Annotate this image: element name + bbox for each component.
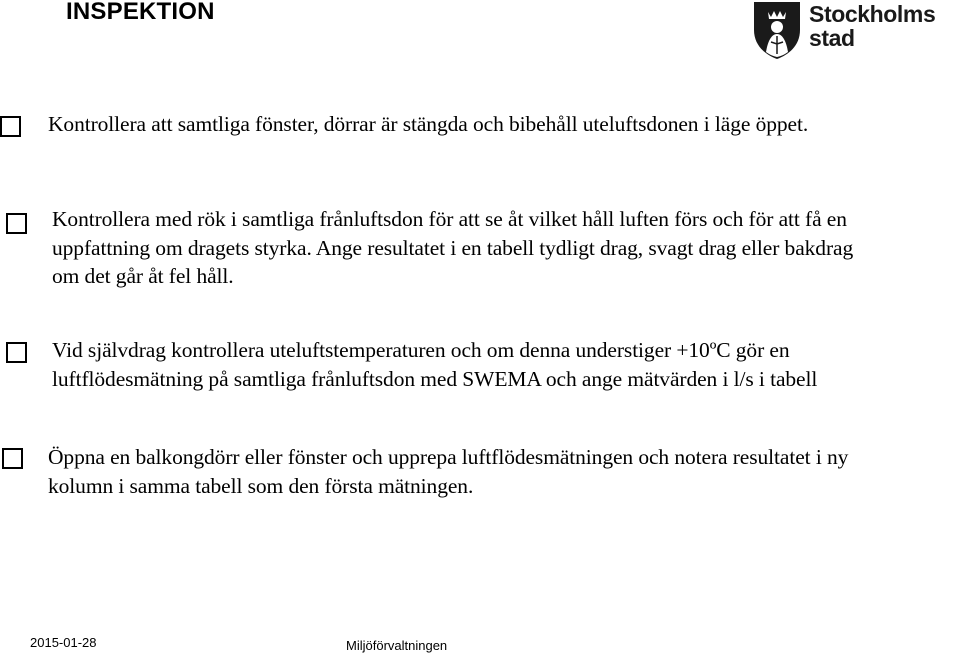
- checkbox[interactable]: [6, 342, 27, 363]
- checklist-item-text: uppfattning om dragets styrka. Ange resultatet i en tabell tydligt drag, svagt drag eller bakdrag: [52, 235, 854, 260]
- checkbox[interactable]: [2, 448, 23, 469]
- checkbox[interactable]: [6, 213, 27, 234]
- checklist-item-text: luftflödesmätning på samtliga frånluftsdon med SWEMA och ange mätvärden i l/s i tabell: [52, 366, 818, 391]
- checklist-item-text: Öppna en balkongdörr eller fönster och upprepa luftflödesmätningen och notera resultatet i ny: [48, 445, 849, 469]
- logo-text-line1: Stockholms: [809, 1, 936, 27]
- checklist-item-text: Kontrollera att samtliga fönster, dörrar är stängda och bibehåll uteluftsdonen i läge öppet.: [48, 112, 809, 136]
- checklist-item-text: kolumn i samma tabell som den första mätningen.: [48, 473, 474, 498]
- city-crest-icon: [752, 0, 802, 60]
- checklist-item-text: Vid självdrag kontrollera uteluftstemperaturen och om denna understiger +10ºC gör en: [52, 338, 790, 362]
- logo-text-line2: stad: [809, 25, 855, 51]
- footer-organization: Miljöförvaltningen: [346, 638, 448, 653]
- footer-date: 2015-01-28: [30, 635, 97, 650]
- page-title: INSPEKTION: [66, 0, 215, 25]
- checklist-item-text: Kontrollera med rök i samtliga frånluftsdon för att se åt vilket håll luften förs och för att få en: [52, 207, 847, 231]
- stockholms-stad-logo: [752, 0, 942, 62]
- checklist-item-text: om det går åt fel håll.: [52, 264, 234, 288]
- checkbox[interactable]: [0, 116, 21, 137]
